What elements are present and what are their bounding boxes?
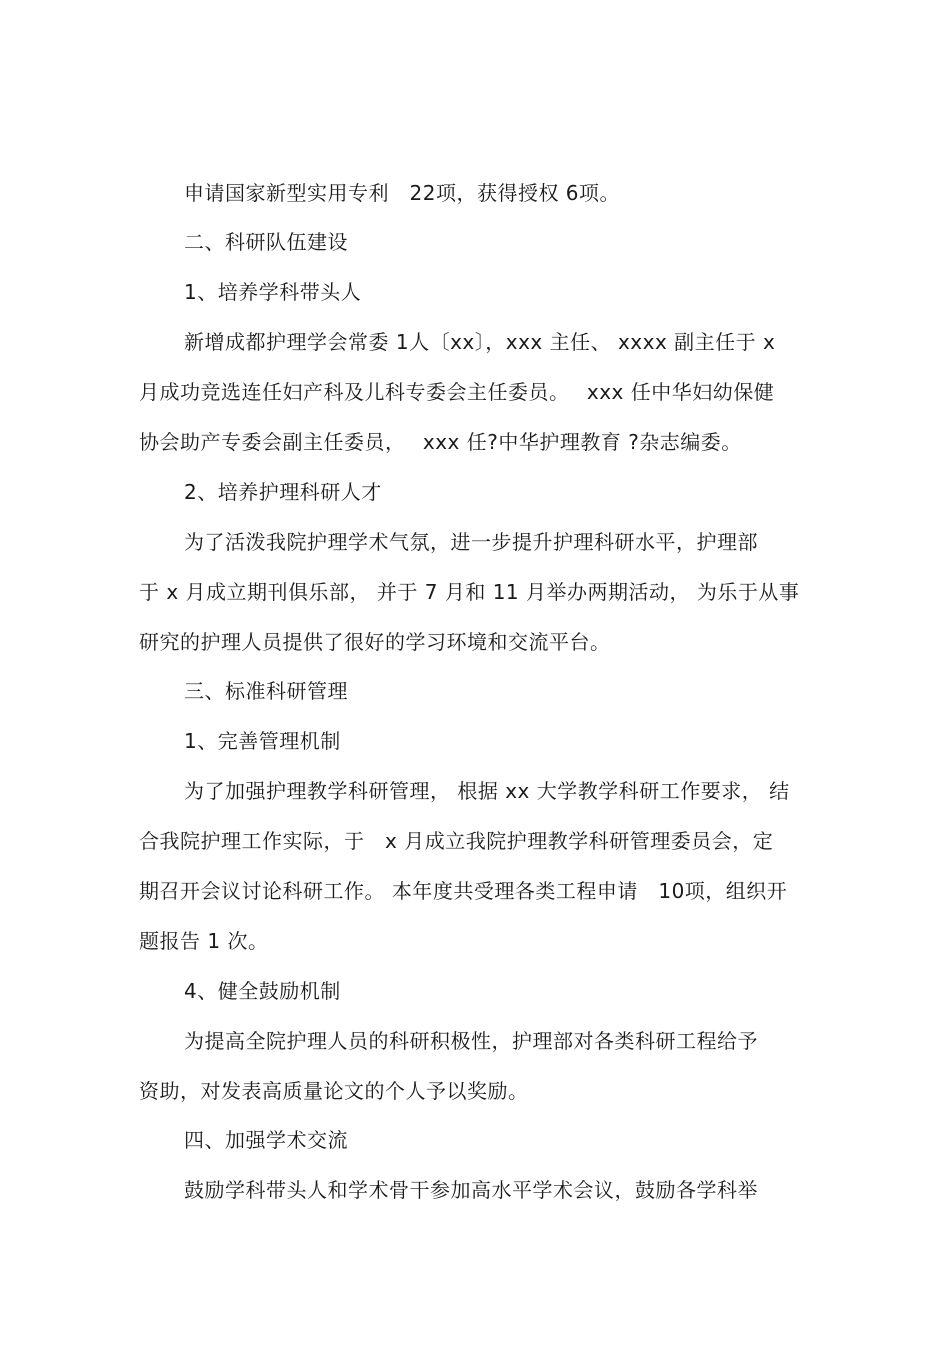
paragraph-line: 为了加强护理教学科研管理， 根据 xx 大学教学科研工作要求， 结 xyxy=(184,779,790,803)
subsection-heading: 1、培养学科带头人 xyxy=(184,280,362,304)
paragraph-line: 题报告 1 次。 xyxy=(139,929,269,953)
subsection-heading: 2、培养护理科研人才 xyxy=(184,480,382,504)
paragraph-line: 月成功竞选连任妇产科及儿科专委会主任委员。 xxx 任中华妇幼保健 xyxy=(139,380,775,404)
paragraph-line: 研究的护理人员提供了很好的学习环境和交流平台。 xyxy=(139,630,611,654)
paragraph-line: 资助，对发表高质量论文的个人予以奖励。 xyxy=(139,1079,529,1103)
paragraph-line: 协会助产专委会副主任委员， xxx 任?中华护理教育 ?杂志编委。 xyxy=(139,430,742,454)
paragraph-line: 鼓励学科带头人和学术骨干参加高水平学术会议，鼓励各学科举 xyxy=(184,1178,758,1202)
subsection-heading: 4、健全鼓励机制 xyxy=(184,979,341,1003)
paragraph-line: 合我院护理工作实际，于 x 月成立我院护理教学科研管理委员会，定 xyxy=(139,829,774,853)
paragraph-line: 于 x 月成立期刊俱乐部， 并于 7 月和 11 月举办两期活动， 为乐于从事 xyxy=(139,580,800,604)
section-heading: 二、科研队伍建设 xyxy=(184,230,348,254)
section-heading: 四、加强学术交流 xyxy=(184,1128,348,1152)
paragraph-line: 新增成都护理学会常委 1人〔xx〕，xxx 主任、 xxxx 副主任于 x xyxy=(184,330,776,354)
paragraph-line: 为了活泼我院护理学术气氛，进一步提升护理科研水平，护理部 xyxy=(184,530,758,554)
subsection-heading: 1、完善管理机制 xyxy=(184,729,341,753)
paragraph-line: 期召开会议讨论科研工作。 本年度共受理各类工程申请 10项，组织开 xyxy=(139,879,788,903)
paragraph-line: 申请国家新型实用专利 22项，获得授权 6项。 xyxy=(184,181,621,205)
section-heading: 三、标准科研管理 xyxy=(184,679,348,703)
paragraph-line: 为提高全院护理人员的科研积极性，护理部对各类科研工程给予 xyxy=(184,1029,758,1053)
